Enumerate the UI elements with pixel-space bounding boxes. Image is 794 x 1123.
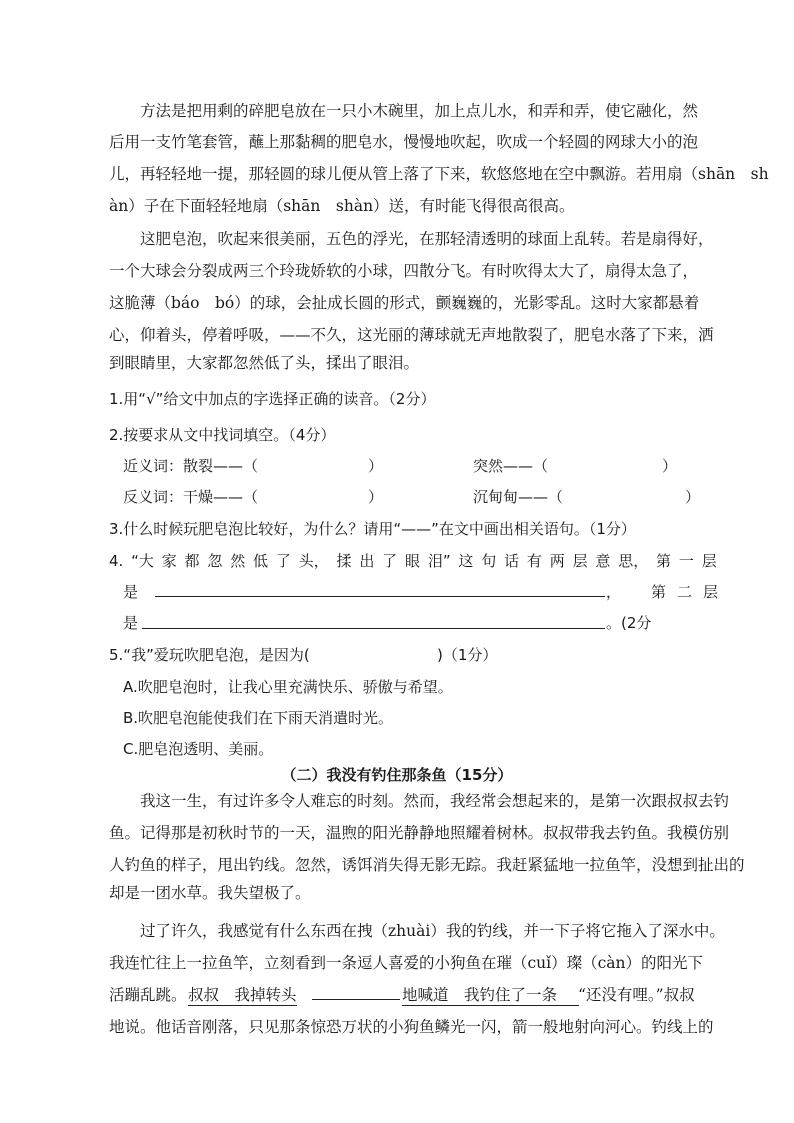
passage1-line: 心，仰着头，停着呼吸，——不久，这光丽的薄球就无声地散裂了，肥皂水落了下来，洒: [109, 326, 714, 344]
q4-token: 头，: [298, 552, 329, 570]
passage2-line3-d: “还没有哩。”叔叔: [578, 986, 695, 1004]
passage2-line: 我这一生，有过许多令人难忘的时刻。然而，我经常会想起来的，是第一次跟叔叔去钓: [140, 792, 730, 810]
passage2-line3-c: 地喊道 我钓住了一条: [402, 985, 579, 1006]
q4-token: “大: [131, 552, 154, 570]
passage2-blank[interactable]: [312, 999, 400, 1000]
q4-token: 4.: [109, 552, 124, 570]
question-4-line1: [109, 551, 717, 571]
passage1-line: 这脆薄（báo bó）的球，会扯成长圆的形式，颤巍巍的，光影零乱。这时大家都悬着: [109, 294, 700, 312]
q5-option-b: B.吹肥皂泡能使我们在下雨天消遣时光。: [123, 709, 394, 727]
q4-token: 忽: [207, 552, 223, 570]
q4-token: 家: [161, 552, 177, 570]
passage2-line: 过了许久，我感觉有什么东西在拽（zhuài）我的钓线，并一下子将它拖入了深水中。: [140, 922, 725, 940]
q4-token: 眼: [405, 552, 421, 570]
q4-token: 出: [359, 552, 375, 570]
passage1-line: àn）子在下面轻轻地扇（shān shàn）送，有时能飞得很高很高。: [109, 197, 575, 215]
passage2-line: 鱼。记得那是初秋时节的一天，温煦的阳光静静地照耀着树林。叔叔带我去钓鱼。我模仿别: [109, 824, 730, 842]
q4-er: 二: [677, 583, 693, 601]
q2-synonym-label: 近义词：散裂——（: [123, 457, 259, 475]
q4-token: 层: [572, 552, 588, 570]
passage1-line: 到眼睛里，大家都忽然低了头，揉出了眼泪。: [109, 354, 420, 372]
q5-option-c: C.肥皂泡透明、美丽。: [123, 740, 274, 758]
q4-token: 第: [656, 552, 672, 570]
passage2-line: 却是一团水草。我失望极了。: [109, 884, 311, 902]
q4-token: 了: [382, 552, 398, 570]
question-5-end: )（1分）: [437, 646, 498, 664]
q2-synonym2-label: 突然——（: [473, 457, 549, 475]
question-5: 5.“我”爱玩吹肥皂泡，是因为(: [109, 646, 310, 664]
q4-token: 揉: [336, 552, 352, 570]
q4-token: 然: [230, 552, 246, 570]
passage2-line3-a: 活蹦乱跳。: [109, 986, 187, 1004]
q4-token: 都: [184, 552, 200, 570]
q4-end: 。(2分: [606, 614, 652, 632]
q4-shi-2: 是: [123, 614, 139, 632]
q2-antonym-label: 反义词：干燥——（: [123, 488, 259, 506]
q4-token: 了: [275, 552, 291, 570]
q4-shi: 是: [123, 583, 139, 601]
q4-token: 泪”: [427, 552, 451, 570]
q2-close-paren: ）: [662, 457, 678, 475]
q4-token: 意: [595, 552, 611, 570]
question-3: 3.什么时候玩肥皂泡比较好，为什么？请用“——”在文中画出相关语句。（1分）: [109, 520, 636, 538]
q5-option-a: A.吹肥皂泡时，让我心里充满快乐、骄傲与希望。: [123, 678, 453, 696]
q4-answer-blank-1[interactable]: [155, 596, 605, 597]
passage2-line: 我连忙往上一拉鱼竿，立刻看到一条逗人喜爱的小狗鱼在璀（cuǐ）璨（càn）的阳光下: [109, 954, 704, 972]
q4-ceng: 层: [703, 583, 719, 601]
section-2-title: （二）我没有钓住那条鱼（15分）: [281, 766, 513, 784]
q4-token: 话: [504, 552, 520, 570]
q4-token: 一: [678, 552, 694, 570]
passage1-line: 方法是把用剩的碎肥皂放在一只小木碗里，加上点儿水，和弄和弄，使它融化，然: [140, 102, 699, 120]
q4-answer-blank-2[interactable]: [142, 628, 605, 629]
q4-token: 两: [549, 552, 565, 570]
q4-di: 第: [651, 583, 667, 601]
q4-token: 低: [253, 552, 269, 570]
passage1-line: 一个大球会分裂成两三个玲珑娇软的小球，四散分飞。有时吹得太大了，扇得太急了，: [109, 262, 699, 280]
q4-token: 思，: [618, 552, 649, 570]
passage1-line: 这肥皂泡，吹起来很美丽，五色的浮光，在那轻清透明的球面上乱转。若是扇得好，: [140, 230, 714, 248]
q4-token: 这: [458, 552, 474, 570]
passage1-line: 后用一支竹笔套管，蘸上那黏稠的肥皂水，慢慢地吹起，吹成一个轻圆的网球大小的泡: [109, 133, 699, 151]
q4-token: 有: [526, 552, 542, 570]
passage2-line: 人钓鱼的样子，甩出钓线。忽然，诱饵消失得无影无踪。我赶紧猛地一拉鱼竿，没想到扯出的: [109, 856, 745, 874]
passage1-line: 儿，再轻轻地一提，那轻圆的球儿便从管上落了下来，软悠悠地在空中飘游。若用扇（shān sh: [109, 165, 769, 183]
q4-token: 句: [481, 552, 497, 570]
question-1: 1.用“√”给文中加点的字选择正确的读音。（2分）: [109, 390, 436, 408]
q4-token: 层: [701, 552, 717, 570]
question-2: 2.按要求从文中找词填空。（4分）: [109, 426, 336, 444]
q2-close-paren: ）: [685, 488, 701, 506]
q2-close-paren: ）: [368, 488, 384, 506]
passage2-line3-b: 叔叔 我掉转头: [188, 986, 297, 1004]
q4-comma: ，: [606, 583, 622, 601]
q2-antonym2-label: 沉甸甸——（: [473, 488, 564, 506]
passage2-line: 地说。他话音刚落，只见那条惊恐万状的小狗鱼鳞光一闪，箭一般地射向河心。钓线上的: [109, 1018, 714, 1036]
q2-close-paren: ）: [368, 457, 384, 475]
